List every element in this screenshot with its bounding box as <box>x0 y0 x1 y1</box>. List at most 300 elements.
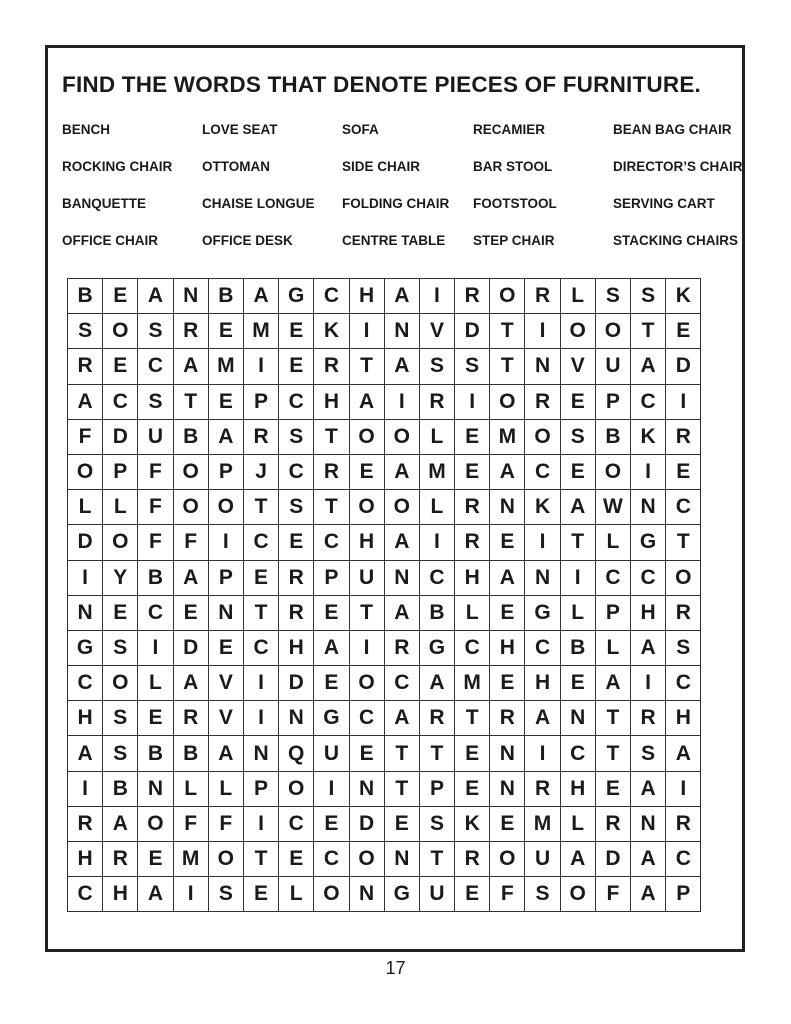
grid-cell[interactable]: C <box>455 631 490 666</box>
grid-cell[interactable]: C <box>314 279 349 314</box>
grid-cell[interactable]: H <box>631 596 666 631</box>
grid-cell[interactable]: C <box>314 525 349 560</box>
grid-cell[interactable]: I <box>525 314 560 349</box>
grid-cell[interactable]: V <box>561 349 596 384</box>
grid-cell[interactable]: U <box>350 561 385 596</box>
grid-cell[interactable]: B <box>561 631 596 666</box>
grid-cell[interactable]: S <box>596 279 631 314</box>
grid-cell[interactable]: I <box>561 561 596 596</box>
grid-cell[interactable]: V <box>420 314 455 349</box>
grid-cell[interactable]: L <box>279 877 314 912</box>
grid-cell[interactable]: R <box>455 525 490 560</box>
grid-cell[interactable]: A <box>561 842 596 877</box>
grid-cell[interactable]: E <box>209 631 244 666</box>
grid-cell[interactable]: E <box>490 807 525 842</box>
grid-cell[interactable]: B <box>596 420 631 455</box>
grid-cell[interactable]: D <box>596 842 631 877</box>
grid-cell[interactable]: C <box>525 631 560 666</box>
grid-cell[interactable]: E <box>138 842 173 877</box>
grid-cell[interactable]: N <box>174 279 209 314</box>
grid-cell[interactable]: C <box>350 701 385 736</box>
grid-cell[interactable]: N <box>561 701 596 736</box>
grid-cell[interactable]: R <box>455 842 490 877</box>
grid-cell[interactable]: C <box>525 455 560 490</box>
grid-cell[interactable]: E <box>455 877 490 912</box>
grid-cell[interactable]: N <box>631 490 666 525</box>
grid-cell[interactable]: I <box>350 631 385 666</box>
grid-cell[interactable]: N <box>350 772 385 807</box>
grid-cell[interactable]: O <box>209 842 244 877</box>
grid-cell[interactable]: L <box>138 666 173 701</box>
grid-cell[interactable]: A <box>174 349 209 384</box>
grid-cell[interactable]: D <box>103 420 138 455</box>
grid-cell[interactable]: I <box>244 807 279 842</box>
grid-cell[interactable]: L <box>455 596 490 631</box>
grid-cell[interactable]: K <box>455 807 490 842</box>
grid-cell[interactable]: U <box>596 349 631 384</box>
grid-cell[interactable]: C <box>279 455 314 490</box>
grid-cell[interactable]: N <box>385 314 420 349</box>
grid-cell[interactable]: G <box>420 631 455 666</box>
grid-cell[interactable]: R <box>525 279 560 314</box>
grid-cell[interactable]: R <box>455 490 490 525</box>
grid-cell[interactable]: N <box>385 561 420 596</box>
grid-cell[interactable]: N <box>490 490 525 525</box>
grid-cell[interactable]: A <box>561 490 596 525</box>
grid-cell[interactable]: L <box>174 772 209 807</box>
grid-cell[interactable]: H <box>561 772 596 807</box>
grid-cell[interactable]: D <box>174 631 209 666</box>
grid-cell[interactable]: E <box>209 314 244 349</box>
grid-cell[interactable]: G <box>631 525 666 560</box>
grid-cell[interactable]: C <box>666 490 701 525</box>
grid-cell[interactable]: U <box>525 842 560 877</box>
grid-cell[interactable]: R <box>666 420 701 455</box>
grid-cell[interactable]: O <box>561 877 596 912</box>
grid-cell[interactable]: I <box>420 525 455 560</box>
grid-cell[interactable]: T <box>244 842 279 877</box>
grid-cell[interactable]: M <box>244 314 279 349</box>
grid-cell[interactable]: H <box>314 385 349 420</box>
grid-cell[interactable]: C <box>420 561 455 596</box>
grid-cell[interactable]: C <box>666 666 701 701</box>
grid-cell[interactable]: B <box>103 772 138 807</box>
grid-cell[interactable]: L <box>103 490 138 525</box>
grid-cell[interactable]: T <box>666 525 701 560</box>
grid-cell[interactable]: I <box>209 525 244 560</box>
grid-cell[interactable]: Y <box>103 561 138 596</box>
grid-cell[interactable]: O <box>174 455 209 490</box>
grid-cell[interactable]: E <box>561 666 596 701</box>
grid-cell[interactable]: C <box>279 807 314 842</box>
grid-cell[interactable]: F <box>490 877 525 912</box>
grid-cell[interactable]: S <box>420 349 455 384</box>
grid-cell[interactable]: I <box>68 561 103 596</box>
grid-cell[interactable]: G <box>525 596 560 631</box>
grid-cell[interactable]: A <box>68 385 103 420</box>
grid-cell[interactable]: T <box>350 596 385 631</box>
grid-cell[interactable]: P <box>103 455 138 490</box>
grid-cell[interactable]: M <box>455 666 490 701</box>
grid-cell[interactable]: T <box>314 490 349 525</box>
grid-cell[interactable]: P <box>420 772 455 807</box>
grid-cell[interactable]: A <box>490 561 525 596</box>
grid-cell[interactable]: I <box>244 666 279 701</box>
grid-cell[interactable]: B <box>420 596 455 631</box>
grid-cell[interactable]: I <box>350 314 385 349</box>
grid-cell[interactable]: I <box>244 349 279 384</box>
grid-cell[interactable]: R <box>490 701 525 736</box>
grid-cell[interactable]: B <box>138 561 173 596</box>
grid-cell[interactable]: B <box>174 420 209 455</box>
grid-cell[interactable]: E <box>455 772 490 807</box>
grid-cell[interactable]: L <box>561 596 596 631</box>
grid-cell[interactable]: A <box>68 736 103 771</box>
grid-cell[interactable]: B <box>209 279 244 314</box>
grid-cell[interactable]: S <box>631 736 666 771</box>
grid-cell[interactable]: F <box>209 807 244 842</box>
grid-cell[interactable]: F <box>68 420 103 455</box>
grid-cell[interactable]: H <box>666 701 701 736</box>
grid-cell[interactable]: I <box>631 455 666 490</box>
grid-cell[interactable]: C <box>244 631 279 666</box>
grid-cell[interactable]: R <box>525 772 560 807</box>
grid-cell[interactable]: L <box>596 631 631 666</box>
grid-cell[interactable]: N <box>490 736 525 771</box>
grid-cell[interactable]: O <box>350 490 385 525</box>
grid-cell[interactable]: O <box>314 877 349 912</box>
grid-cell[interactable]: C <box>138 349 173 384</box>
grid-cell[interactable]: F <box>174 525 209 560</box>
grid-cell[interactable]: P <box>596 596 631 631</box>
grid-cell[interactable]: P <box>314 561 349 596</box>
grid-cell[interactable]: H <box>350 525 385 560</box>
grid-cell[interactable]: O <box>490 842 525 877</box>
grid-cell[interactable]: L <box>209 772 244 807</box>
grid-cell[interactable]: G <box>68 631 103 666</box>
grid-cell[interactable]: E <box>596 772 631 807</box>
grid-cell[interactable]: M <box>490 420 525 455</box>
grid-cell[interactable]: T <box>420 842 455 877</box>
grid-cell[interactable]: C <box>138 596 173 631</box>
grid-cell[interactable]: G <box>279 279 314 314</box>
grid-cell[interactable]: A <box>209 420 244 455</box>
grid-cell[interactable]: A <box>631 877 666 912</box>
grid-cell[interactable]: E <box>279 525 314 560</box>
grid-cell[interactable]: M <box>209 349 244 384</box>
grid-cell[interactable]: S <box>455 349 490 384</box>
grid-cell[interactable]: T <box>596 701 631 736</box>
grid-cell[interactable]: K <box>631 420 666 455</box>
grid-cell[interactable]: C <box>68 666 103 701</box>
grid-cell[interactable]: A <box>103 807 138 842</box>
grid-cell[interactable]: R <box>174 314 209 349</box>
grid-cell[interactable]: R <box>174 701 209 736</box>
grid-cell[interactable]: H <box>525 666 560 701</box>
grid-cell[interactable]: P <box>596 385 631 420</box>
grid-cell[interactable]: R <box>420 701 455 736</box>
grid-cell[interactable]: P <box>209 561 244 596</box>
grid-cell[interactable]: O <box>596 455 631 490</box>
grid-cell[interactable]: E <box>138 701 173 736</box>
grid-cell[interactable]: I <box>68 772 103 807</box>
grid-cell[interactable]: R <box>666 807 701 842</box>
grid-cell[interactable]: E <box>490 596 525 631</box>
grid-cell[interactable]: E <box>350 736 385 771</box>
grid-cell[interactable]: E <box>385 807 420 842</box>
grid-cell[interactable]: N <box>525 349 560 384</box>
grid-cell[interactable]: I <box>525 525 560 560</box>
grid-cell[interactable]: A <box>490 455 525 490</box>
grid-cell[interactable]: F <box>138 455 173 490</box>
grid-cell[interactable]: H <box>490 631 525 666</box>
grid-cell[interactable]: U <box>314 736 349 771</box>
grid-cell[interactable]: R <box>103 842 138 877</box>
grid-cell[interactable]: K <box>314 314 349 349</box>
grid-cell[interactable]: A <box>666 736 701 771</box>
grid-cell[interactable]: C <box>631 385 666 420</box>
grid-cell[interactable]: I <box>314 772 349 807</box>
grid-cell[interactable]: C <box>103 385 138 420</box>
grid-cell[interactable]: A <box>385 525 420 560</box>
grid-cell[interactable]: M <box>525 807 560 842</box>
grid-cell[interactable]: A <box>174 666 209 701</box>
grid-cell[interactable]: S <box>279 490 314 525</box>
grid-cell[interactable]: R <box>314 349 349 384</box>
grid-cell[interactable]: S <box>631 279 666 314</box>
grid-cell[interactable]: P <box>244 385 279 420</box>
grid-cell[interactable]: S <box>68 314 103 349</box>
grid-cell[interactable]: I <box>138 631 173 666</box>
grid-cell[interactable]: R <box>314 455 349 490</box>
grid-cell[interactable]: A <box>138 877 173 912</box>
grid-cell[interactable]: A <box>174 561 209 596</box>
grid-cell[interactable]: P <box>209 455 244 490</box>
grid-cell[interactable]: E <box>455 420 490 455</box>
grid-cell[interactable]: T <box>385 772 420 807</box>
grid-cell[interactable]: A <box>631 842 666 877</box>
grid-cell[interactable]: F <box>138 490 173 525</box>
grid-cell[interactable]: O <box>350 842 385 877</box>
grid-cell[interactable]: C <box>385 666 420 701</box>
grid-cell[interactable]: R <box>244 420 279 455</box>
grid-cell[interactable]: K <box>525 490 560 525</box>
grid-cell[interactable]: O <box>138 807 173 842</box>
grid-cell[interactable]: C <box>279 385 314 420</box>
grid-cell[interactable]: C <box>68 877 103 912</box>
grid-cell[interactable]: U <box>420 877 455 912</box>
grid-cell[interactable]: R <box>666 596 701 631</box>
grid-cell[interactable]: A <box>525 701 560 736</box>
grid-cell[interactable]: S <box>138 314 173 349</box>
grid-cell[interactable]: S <box>103 631 138 666</box>
grid-cell[interactable]: E <box>279 349 314 384</box>
grid-cell[interactable]: M <box>420 455 455 490</box>
grid-cell[interactable]: C <box>561 736 596 771</box>
grid-cell[interactable]: E <box>279 842 314 877</box>
grid-cell[interactable]: E <box>279 314 314 349</box>
grid-cell[interactable]: A <box>385 596 420 631</box>
grid-cell[interactable]: N <box>525 561 560 596</box>
grid-cell[interactable]: S <box>525 877 560 912</box>
grid-cell[interactable]: M <box>174 842 209 877</box>
grid-cell[interactable]: A <box>385 455 420 490</box>
grid-cell[interactable]: I <box>666 385 701 420</box>
grid-cell[interactable]: I <box>244 701 279 736</box>
grid-cell[interactable]: T <box>314 420 349 455</box>
grid-cell[interactable]: O <box>350 420 385 455</box>
grid-cell[interactable]: A <box>138 279 173 314</box>
grid-cell[interactable]: H <box>103 877 138 912</box>
grid-cell[interactable]: E <box>209 385 244 420</box>
grid-cell[interactable]: L <box>561 807 596 842</box>
grid-cell[interactable]: T <box>455 701 490 736</box>
grid-cell[interactable]: N <box>631 807 666 842</box>
grid-cell[interactable]: O <box>385 420 420 455</box>
grid-cell[interactable]: N <box>209 596 244 631</box>
grid-cell[interactable]: O <box>525 420 560 455</box>
grid-cell[interactable]: S <box>103 701 138 736</box>
grid-cell[interactable]: B <box>174 736 209 771</box>
grid-cell[interactable]: R <box>385 631 420 666</box>
grid-cell[interactable]: T <box>490 349 525 384</box>
grid-cell[interactable]: G <box>385 877 420 912</box>
grid-cell[interactable]: N <box>138 772 173 807</box>
grid-cell[interactable]: L <box>68 490 103 525</box>
grid-cell[interactable]: H <box>350 279 385 314</box>
grid-cell[interactable]: E <box>103 279 138 314</box>
grid-cell[interactable]: O <box>385 490 420 525</box>
grid-cell[interactable]: A <box>420 666 455 701</box>
grid-cell[interactable]: A <box>385 701 420 736</box>
grid-cell[interactable]: R <box>631 701 666 736</box>
grid-cell[interactable]: R <box>279 596 314 631</box>
grid-cell[interactable]: N <box>385 842 420 877</box>
grid-cell[interactable]: T <box>490 314 525 349</box>
grid-cell[interactable]: I <box>525 736 560 771</box>
grid-cell[interactable]: E <box>561 455 596 490</box>
grid-cell[interactable]: A <box>314 631 349 666</box>
grid-cell[interactable]: N <box>68 596 103 631</box>
grid-cell[interactable]: R <box>68 349 103 384</box>
grid-cell[interactable]: T <box>420 736 455 771</box>
grid-cell[interactable]: T <box>596 736 631 771</box>
grid-cell[interactable]: T <box>631 314 666 349</box>
grid-cell[interactable]: H <box>279 631 314 666</box>
grid-cell[interactable]: R <box>596 807 631 842</box>
grid-cell[interactable]: N <box>350 877 385 912</box>
grid-cell[interactable]: T <box>244 490 279 525</box>
grid-cell[interactable]: K <box>666 279 701 314</box>
grid-cell[interactable]: L <box>420 420 455 455</box>
grid-cell[interactable]: L <box>596 525 631 560</box>
grid-cell[interactable]: H <box>455 561 490 596</box>
grid-cell[interactable]: E <box>314 807 349 842</box>
grid-cell[interactable]: E <box>666 314 701 349</box>
grid-cell[interactable]: D <box>68 525 103 560</box>
grid-cell[interactable]: J <box>244 455 279 490</box>
grid-cell[interactable]: E <box>350 455 385 490</box>
grid-cell[interactable]: O <box>68 455 103 490</box>
grid-cell[interactable]: C <box>244 525 279 560</box>
grid-cell[interactable]: L <box>561 279 596 314</box>
grid-cell[interactable]: E <box>455 455 490 490</box>
grid-cell[interactable]: A <box>385 349 420 384</box>
grid-cell[interactable]: Q <box>279 736 314 771</box>
grid-cell[interactable]: F <box>596 877 631 912</box>
grid-cell[interactable]: S <box>420 807 455 842</box>
grid-cell[interactable]: E <box>490 525 525 560</box>
grid-cell[interactable]: E <box>561 385 596 420</box>
grid-cell[interactable]: R <box>455 279 490 314</box>
grid-cell[interactable]: N <box>490 772 525 807</box>
grid-cell[interactable]: C <box>596 561 631 596</box>
grid-cell[interactable]: E <box>244 877 279 912</box>
grid-cell[interactable]: A <box>596 666 631 701</box>
grid-cell[interactable]: O <box>209 490 244 525</box>
grid-cell[interactable]: D <box>455 314 490 349</box>
grid-cell[interactable]: T <box>350 349 385 384</box>
grid-cell[interactable]: R <box>420 385 455 420</box>
grid-cell[interactable]: S <box>666 631 701 666</box>
grid-cell[interactable]: W <box>596 490 631 525</box>
grid-cell[interactable]: O <box>103 666 138 701</box>
grid-cell[interactable]: T <box>385 736 420 771</box>
grid-cell[interactable]: I <box>631 666 666 701</box>
grid-cell[interactable]: F <box>174 807 209 842</box>
grid-cell[interactable]: I <box>174 877 209 912</box>
grid-cell[interactable]: C <box>666 842 701 877</box>
grid-cell[interactable]: A <box>385 279 420 314</box>
grid-cell[interactable]: E <box>314 596 349 631</box>
grid-cell[interactable]: R <box>279 561 314 596</box>
grid-cell[interactable]: A <box>631 349 666 384</box>
grid-cell[interactable]: H <box>68 842 103 877</box>
grid-cell[interactable]: V <box>209 666 244 701</box>
grid-cell[interactable]: P <box>244 772 279 807</box>
grid-cell[interactable]: N <box>244 736 279 771</box>
grid-cell[interactable]: E <box>666 455 701 490</box>
grid-cell[interactable]: B <box>138 736 173 771</box>
grid-cell[interactable]: A <box>350 385 385 420</box>
grid-cell[interactable]: B <box>68 279 103 314</box>
grid-cell[interactable]: T <box>561 525 596 560</box>
grid-cell[interactable]: I <box>385 385 420 420</box>
grid-cell[interactable]: O <box>279 772 314 807</box>
grid-cell[interactable]: F <box>138 525 173 560</box>
grid-cell[interactable]: E <box>103 596 138 631</box>
grid-cell[interactable]: C <box>631 561 666 596</box>
grid-cell[interactable]: O <box>561 314 596 349</box>
grid-cell[interactable]: D <box>666 349 701 384</box>
grid-cell[interactable]: R <box>68 807 103 842</box>
grid-cell[interactable]: C <box>314 842 349 877</box>
grid-cell[interactable]: V <box>209 701 244 736</box>
grid-cell[interactable]: S <box>138 385 173 420</box>
grid-cell[interactable]: I <box>455 385 490 420</box>
grid-cell[interactable]: L <box>420 490 455 525</box>
grid-cell[interactable]: I <box>666 772 701 807</box>
grid-cell[interactable]: P <box>666 877 701 912</box>
grid-cell[interactable]: E <box>314 666 349 701</box>
grid-cell[interactable]: D <box>350 807 385 842</box>
grid-cell[interactable]: S <box>209 877 244 912</box>
grid-cell[interactable]: S <box>279 420 314 455</box>
grid-cell[interactable]: O <box>350 666 385 701</box>
grid-cell[interactable]: S <box>103 736 138 771</box>
grid-cell[interactable]: O <box>174 490 209 525</box>
grid-cell[interactable]: E <box>174 596 209 631</box>
